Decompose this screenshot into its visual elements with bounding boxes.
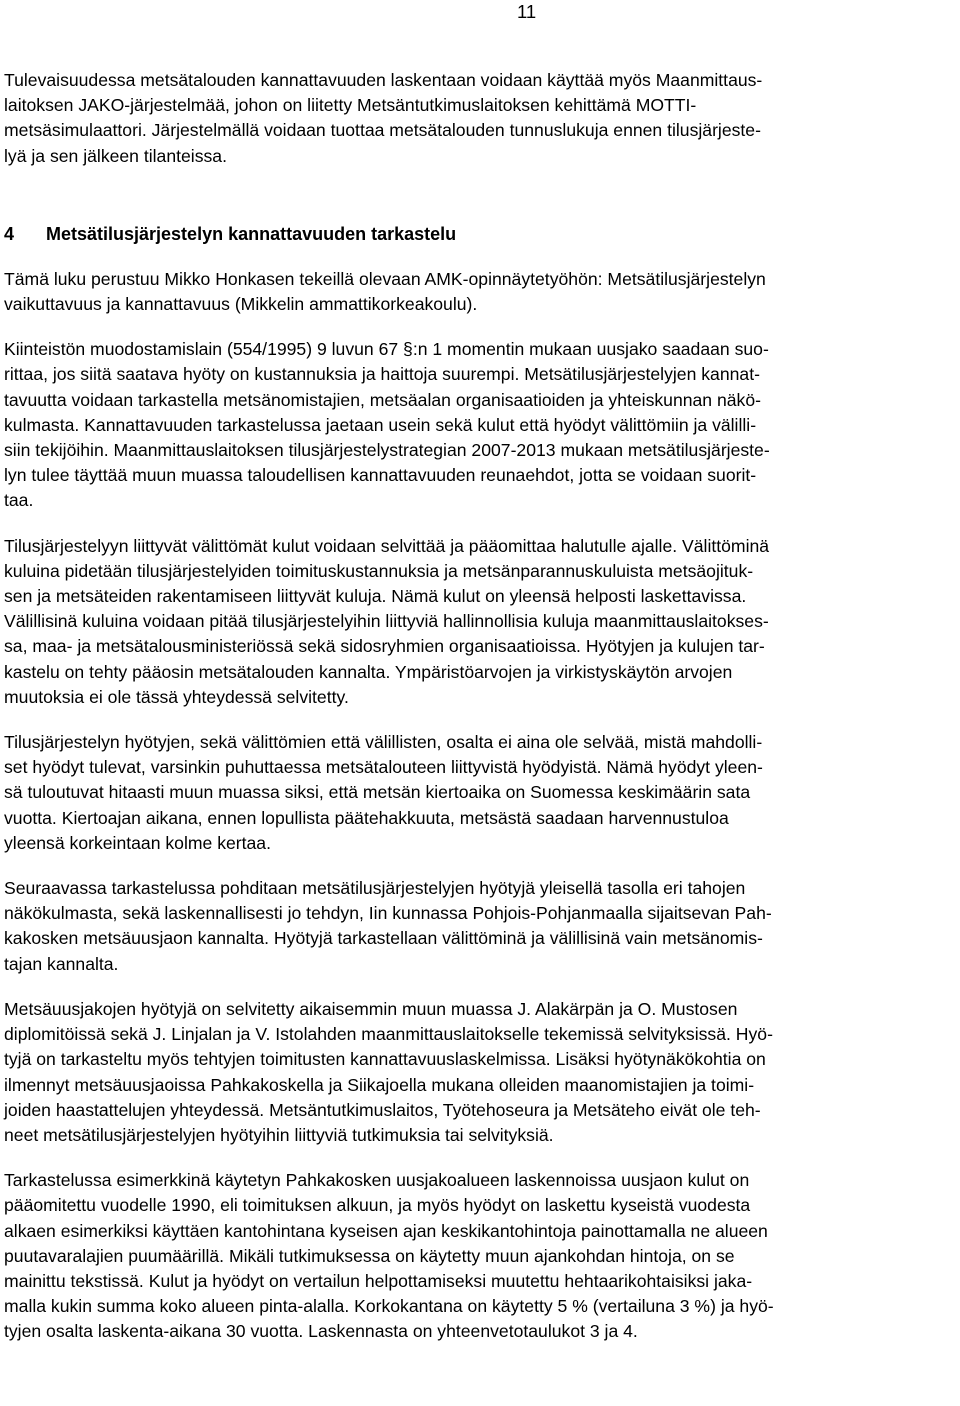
text-line: kuluina pidetään tilusjärjestelyiden toimituskustannuksia ja metsänparannuskuluista metsäojituk- [4, 560, 754, 581]
text-line: joiden haastattelujen yhteydessä. Metsäntutkimuslaitos, Työtehoseura ja Metsäteho eivät ole teh- [4, 1099, 761, 1120]
text-line: Tarkastelussa esimerkkinä käytetyn Pahkakosken uusjakoalueen laskennoissa uusjaon kulut on [4, 1170, 750, 1191]
text-line: Metsäuusjakojen hyötyjä on selvitetty aikaisemmin muun muassa J. Alakärpän ja O. Mustosen [4, 998, 738, 1019]
text-line: sa, maa- ja metsätalousministeriössä sekä sidosryhmien organisaatioissa. Hyötyjen ja kulujen tar- [4, 636, 765, 657]
intro-paragraph [4, 68, 952, 169]
text-line: Seuraavassa tarkastelussa pohditaan metsätilusjärjestelyjen hyötyjä yleisellä tasolla eri tahojen [4, 878, 746, 899]
paragraph [4, 876, 952, 977]
text-line: tyjen osalta laskenta-aikana 30 vuotta. Laskennasta on yhteenvetotaulukot 3 ja 4. [4, 1321, 638, 1342]
text-line: Tilusjärjestelyyn liittyvät välittömät kulut voidaan selvittää ja pääomittaa halutulle ajalle. Välittöminä [4, 535, 770, 556]
section-number: 4 [4, 223, 15, 244]
text-line: näkökulmasta, sekä laskennallisesti jo tehdyn, Iin kunnassa Pohjois-Pohjanmaalla sijaitsevan Pah- [4, 903, 772, 924]
text-line: neet metsätilusjärjestelyjen hyötyihin liittyviä tutkimuksia tai selvityksiä. [4, 1124, 554, 1145]
text-line: tavuutta voidaan tarkastella metsänomistajien, metsäalan organisaatioiden ja yhteiskunnan näkö- [4, 389, 761, 410]
text-line: pääomitettu vuodelle 1990, eli toimituksen alkuun, ja myös hyödyt on laskettu kyseistä vuodesta [4, 1195, 751, 1216]
paragraph [4, 997, 952, 1148]
text-line: malla kukin summa koko alueen pinta-alalla. Korkokantana on käytetty 5 % (vertailuna 3 %) ja hyö- [4, 1296, 774, 1317]
section-paragraphs [4, 267, 952, 1345]
text-line: Tämä luku perustuu Mikko Honkasen tekeillä olevaan AMK-opinnäytetyöhön: Metsätilusjärjestelyn [4, 268, 766, 289]
paragraph [4, 534, 952, 710]
text-line: Kiinteistön muodostamislain (554/1995) 9 luvun 67 §:n 1 momentin mukaan uusjako saadaan suo- [4, 339, 769, 360]
text-line: laitoksen JAKO-järjestelmää, johon on liitetty Metsäntutkimuslaitoksen kehittämä MOTTI- [4, 95, 697, 116]
text-line: set hyödyt tulevat, varsinkin puhuttaessa metsätalouteen liittyvistä hyödyistä. Nämä hyödyt yleen- [4, 757, 763, 778]
text-line: rittaa, jos siitä saatava hyöty on kustannuksia ja haittoja suurempi. Metsätilusjärjestelyjen kannat- [4, 364, 760, 385]
document-body [4, 68, 952, 1365]
paragraph [4, 337, 952, 513]
text-line: lyä ja sen jälkeen tilanteissa. [4, 145, 227, 166]
text-line: mainittu tekstissä. Kulut ja hyödyt on vertailun helpottamiseksi muutettu hehtaarikohtaisiksi jaka- [4, 1270, 753, 1291]
text-line: lyn tulee täyttää muun muassa taloudellisen kannattavuuden reunaehdot, jotta se voidaan suorit- [4, 465, 757, 486]
text-line: Välillisinä kuluina voidaan pitää tilusjärjestelyihin liittyviä hallinnollisia kuluja maanmittauslaitokses- [4, 611, 769, 632]
section-heading [4, 221, 952, 247]
text-line: metsäsimulaattori. Järjestelmällä voidaan tuottaa metsätalouden tunnuslukuja ennen tilusjärjeste- [4, 120, 761, 141]
page-number: 11 [517, 1, 537, 22]
text-line: siin tekijöihin. Maanmittauslaitoksen tilusjärjestelystrategian 2007-2013 mukaan metsätilusjärjeste- [4, 440, 770, 461]
text-line: yleensä korkeintaan kolme kertaa. [4, 832, 271, 853]
text-line: puutavaralajien puumäärillä. Mikäli tutkimuksessa on käytetty muun ajankohdan hintoja, on se [4, 1245, 735, 1266]
text-line: tajan kannalta. [4, 953, 119, 974]
text-line: tyjä on tarkasteltu myös tehtyjen toimitusten kannattavuuslaskelmissa. Lisäksi hyötynäkökohtia on [4, 1049, 766, 1070]
text-line: diplomitöissä sekä J. Linjalan ja V. Istolahden maanmittauslaitokselle tekemissä selvityksissä. Hyö- [4, 1024, 773, 1045]
text-line: Tilusjärjestelyn hyötyjen, sekä välittömien että välillisten, osalta ei aina ole selvää, mistä mahdolli- [4, 732, 763, 753]
text-line: kulmasta. Kannattavuuden tarkastelussa jaetaan usein sekä kulut että hyödyt välittömiin ja välilli- [4, 414, 757, 435]
section-title: Metsätilusjärjestelyn kannattavuuden tarkastelu [46, 223, 457, 244]
text-line: vaikuttavuus ja kannattavuus (Mikkelin ammattikorkeakoulu). [4, 294, 478, 315]
paragraph [4, 730, 952, 856]
text-line: taa. [4, 490, 34, 511]
text-line: alkaen esimerkiksi käyttäen kantohintana kyseisen ajan keskikantohintoja painottamalla ne alueen [4, 1220, 768, 1241]
text-line: kastelu on tehty pääosin metsätalouden kannalta. Ympäristöarvojen ja virkistyskäytön arvojen [4, 661, 733, 682]
text-line: vuotta. Kiertoajan aikana, ennen lopullista päätehakkuuta, metsästä saadaan harvennustuloa [4, 807, 729, 828]
text-line: Tulevaisuudessa metsätalouden kannattavuuden laskentaan voidaan käyttää myös Maanmittaus- [4, 70, 763, 90]
paragraph [4, 267, 952, 317]
text-line: sen ja metsäteiden rakentamiseen liittyvät kuluja. Nämä kulut on yleensä helposti laskettavissa. [4, 586, 747, 607]
paragraph [4, 1168, 952, 1344]
text-line: sä tuloutuvat hitaasti muun muassa siksi, että metsän kiertoaika on Suomessa keskimäärin sata [4, 782, 751, 803]
text-line: muutoksia ei ole tässä yhteydessä selvitetty. [4, 686, 349, 707]
text-line: ilmennyt metsäuusjaoissa Pahkakoskella ja Siikajoella mukana olleiden maanomistajien ja toimi- [4, 1074, 755, 1095]
text-line: kakosken metsäuusjaon kannalta. Hyötyjä tarkastellaan välittöminä ja välillisinä vain metsänomis- [4, 928, 763, 949]
